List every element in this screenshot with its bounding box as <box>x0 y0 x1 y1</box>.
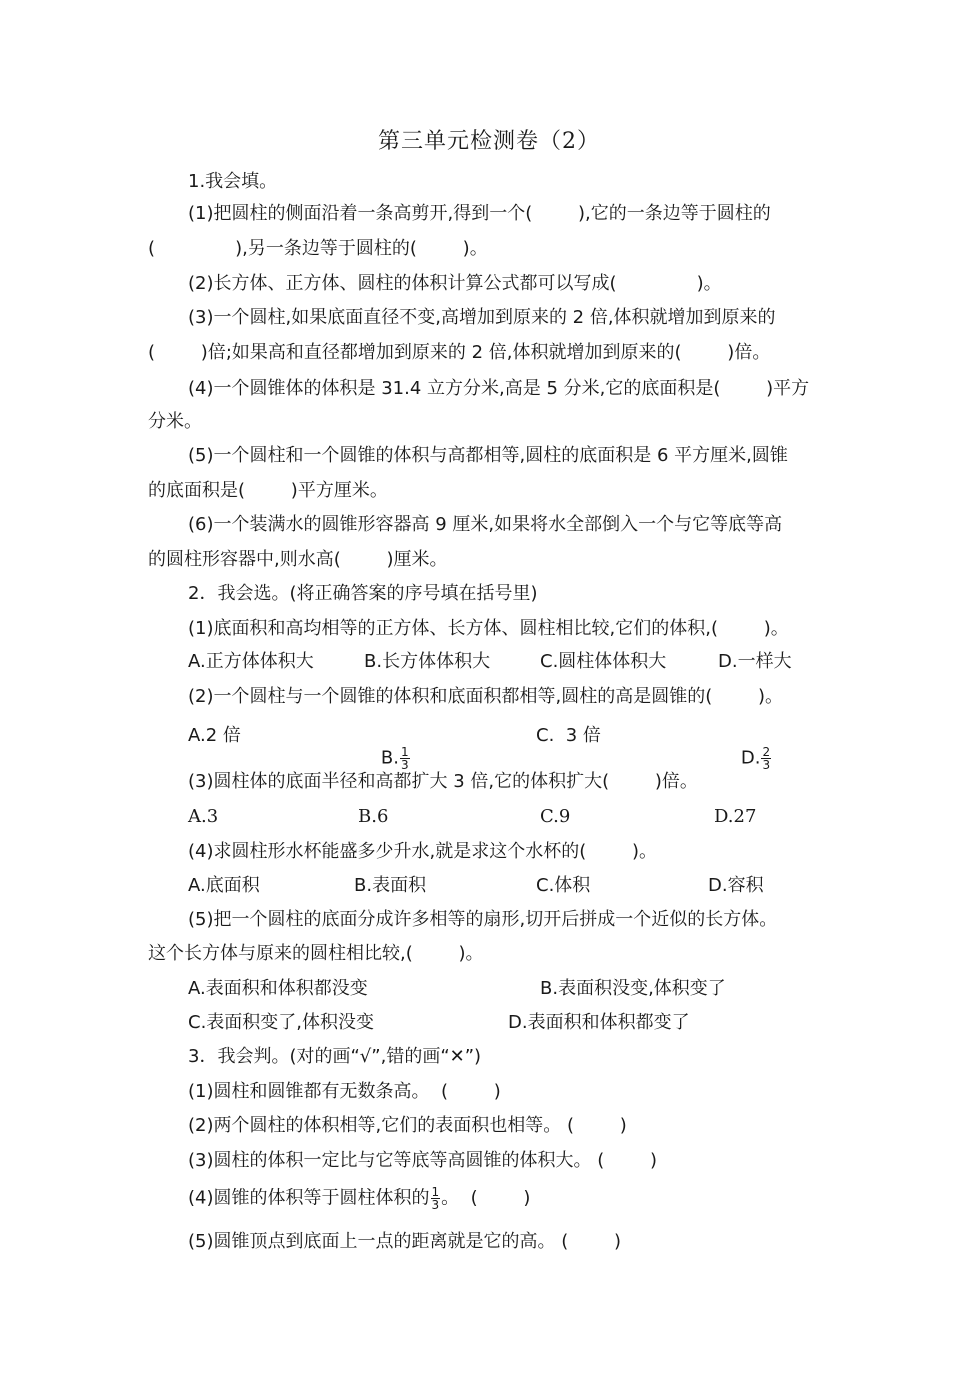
s2-q5-option-b: B.表面积没变,体积变了 <box>540 978 726 999</box>
s2-q3-option-d: D.27 <box>714 806 757 827</box>
s2-q3-option-c: C.9 <box>540 806 571 827</box>
s1-q5-line1: (5)一个圆柱和一个圆锥的体积与高都相等,圆柱的底面积是 6 平方厘米,圆锥 <box>188 445 788 466</box>
s3-q4-suffix: 。 ( ) <box>441 1187 531 1209</box>
s3-q4 <box>188 1186 530 1211</box>
s2-q2-option-d <box>718 722 772 795</box>
s2-q2-option-c: C. 3 倍 <box>536 725 601 746</box>
s3-q3: (3)圆柱的体积一定比与它等底等高圆锥的体积大。 ( ) <box>188 1150 658 1171</box>
s1-q1-line1: (1)把圆柱的侧面沿着一条高剪开,得到一个( ),它的一条边等于圆柱的 <box>188 203 771 224</box>
s2-q5-option-c: C.表面积变了,体积没变 <box>188 1012 375 1033</box>
s1-q3-line1: (3)一个圆柱,如果底面直径不变,高增加到原来的 2 倍,体积就增加到原来的 <box>188 307 776 328</box>
s2-q1-option-c: C.圆柱体体积大 <box>540 651 667 672</box>
s2-q4-option-d: D.容积 <box>708 875 764 896</box>
s1-q5-line2: 的底面积是( )平方厘米。 <box>148 480 388 501</box>
page-title: 第三单元检测卷（2） <box>378 129 600 154</box>
s1-q4-line1: (4)一个圆锥体的体积是 31.4 立方分米,高是 5 分米,它的底面积是( )平方 <box>188 378 810 399</box>
s2-q2: (2)一个圆柱与一个圆锥的体积和底面积都相等,圆柱的高是圆锥的( )。 <box>188 686 784 707</box>
s2-q4: (4)求圆柱形水杯能盛多少升水,就是求这个水杯的( )。 <box>188 841 658 862</box>
option-d-prefix: D. <box>740 747 761 769</box>
fraction-two-thirds: $\frac{2}{3}$ <box>762 745 771 772</box>
s1-q6-line1: (6)一个装满水的圆锥形容器高 9 厘米,如果将水全部倒入一个与它等底等高 <box>188 514 783 535</box>
s2-q5-line2: 这个长方体与原来的圆柱相比较,( )。 <box>148 943 484 964</box>
s2-q1-option-b: B.长方体体积大 <box>364 651 491 672</box>
s2-q1: (1)底面积和高均相等的正方体、长方体、圆柱相比较,它们的体积,( )。 <box>188 618 789 639</box>
s2-q5-option-a: A.表面积和体积都没变 <box>188 978 368 999</box>
s1-q4-line2: 分米。 <box>148 411 202 432</box>
s3-q2: (2)两个圆柱的体积相等,它们的表面积也相等。 ( ) <box>188 1115 627 1136</box>
s2-q4-option-c: C.体积 <box>536 875 591 896</box>
s2-q3-option-a: A.3 <box>188 806 219 827</box>
s3-q5: (5)圆锥顶点到底面上一点的距离就是它的高。 ( ) <box>188 1231 622 1252</box>
section-2-heading: 2．我会选。(将正确答案的序号填在括号里) <box>188 583 538 604</box>
fraction-one-third: $\frac{1}{3}$ <box>431 1185 440 1212</box>
s2-q5-option-d: D.表面积和体积都变了 <box>508 1012 690 1033</box>
s2-q5-line1: (5)把一个圆柱的底面分成许多相等的扇形,切开后拼成一个近似的长方体。 <box>188 909 778 930</box>
s3-q1: (1)圆柱和圆锥都有无数条高。 ( ) <box>188 1081 501 1102</box>
option-b-prefix: B. <box>380 747 399 769</box>
s2-q2-option-a: A.2 倍 <box>188 725 241 746</box>
s1-q3-line2: ( )倍;如果高和直径都增加到原来的 2 倍,体积就增加到原来的( )倍。 <box>148 342 771 363</box>
fraction-one-third: $\frac{1}{3}$ <box>400 745 409 772</box>
s2-q4-option-a: A.底面积 <box>188 875 260 896</box>
s2-q1-option-a: A.正方体体积大 <box>188 651 314 672</box>
s3-q4-prefix: (4)圆锥的体积等于圆柱体积的 <box>188 1187 430 1209</box>
section-3-heading: 3．我会判。(对的画“√”,错的画“✕”) <box>188 1046 482 1067</box>
s1-q6-line2: 的圆柱形容器中,则水高( )厘米。 <box>148 549 448 570</box>
s1-q2: (2)长方体、正方体、圆柱的体积计算公式都可以写成( )。 <box>188 273 722 294</box>
s2-q1-option-d: D.一样大 <box>718 651 792 672</box>
s1-q1-line2: ( ),另一条边等于圆柱的( )。 <box>148 238 488 259</box>
section-1-heading: 1.我会填。 <box>188 171 278 192</box>
s2-q3: (3)圆柱体的底面半径和高都扩大 3 倍,它的体积扩大( )倍。 <box>188 771 698 792</box>
s2-q3-option-b: B.6 <box>358 806 389 827</box>
s2-q4-option-b: B.表面积 <box>354 875 427 896</box>
